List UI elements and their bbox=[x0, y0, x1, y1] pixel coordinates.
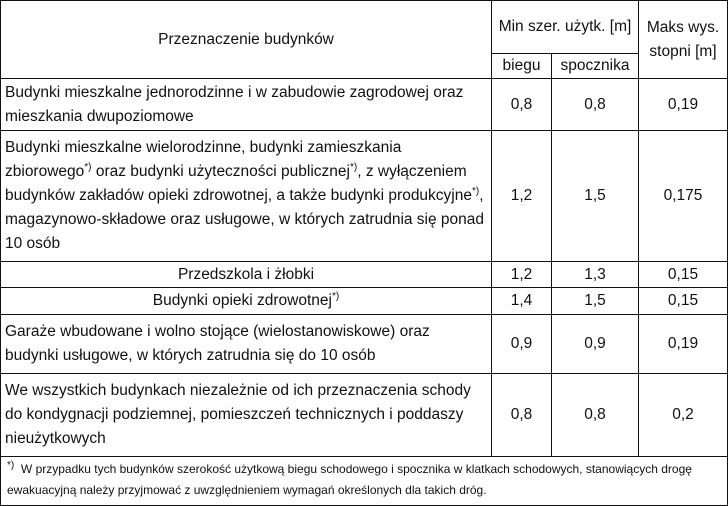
row-flight-width: 0,9 bbox=[492, 315, 552, 374]
footnote-ref: *) bbox=[472, 185, 480, 197]
table-row bbox=[1, 288, 728, 315]
row-step-height: 0,19 bbox=[639, 315, 728, 374]
row-purpose: Budynki mieszkalne jednorodzinne i w zabudowie zagrodowej oraz mieszkania dwupoziomowe bbox=[1, 79, 492, 131]
row-landing-width: 1,5 bbox=[552, 288, 639, 315]
row-step-height: 0,175 bbox=[639, 131, 728, 262]
row-step-height: 0,2 bbox=[639, 374, 728, 457]
row-landing-width: 1,3 bbox=[552, 262, 639, 288]
footnote-ref: *) bbox=[331, 290, 340, 302]
header-max-step-height: Maks wys. stopni [m] bbox=[639, 1, 728, 79]
row-flight-width: 1,4 bbox=[492, 288, 552, 315]
row-purpose: Przedszkola i żłobki bbox=[1, 262, 492, 288]
footnote bbox=[1, 457, 728, 506]
table-row bbox=[1, 315, 728, 374]
table-row bbox=[1, 262, 728, 288]
row-landing-width: 0,9 bbox=[552, 315, 639, 374]
row-purpose: Garaże wbudowane i wolno stojące (wielostanowiskowe) oraz budynki usługowe, w których zatrudnia się do 10 osób bbox=[1, 315, 492, 374]
header-flight: biegu bbox=[492, 54, 552, 79]
row-landing-width: 0,8 bbox=[552, 374, 639, 457]
row-flight-width: 1,2 bbox=[492, 262, 552, 288]
footnote-row bbox=[1, 457, 728, 506]
header-purpose: Przeznaczenie budynków bbox=[1, 1, 492, 79]
row-flight-width: 0,8 bbox=[492, 374, 552, 457]
row-step-height: 0,19 bbox=[639, 79, 728, 131]
table-row bbox=[1, 374, 728, 457]
row-purpose bbox=[1, 131, 492, 262]
header-landing: spocznika bbox=[552, 54, 639, 79]
row-purpose-part: , magazynowo-składowe oraz usługowe, w których zatrudnia się ponad 10 osób bbox=[5, 187, 485, 252]
row-step-height: 0,15 bbox=[639, 288, 728, 315]
row-purpose bbox=[1, 288, 492, 315]
row-purpose-part: Budynki opieki zdrowotnej bbox=[152, 292, 332, 309]
footnote-ref: *) bbox=[84, 161, 92, 173]
row-flight-width: 1,2 bbox=[492, 131, 552, 262]
row-landing-width: 0,8 bbox=[552, 79, 639, 131]
footnote-ref: *) bbox=[349, 161, 358, 173]
row-purpose-part: , z wyłączeniem budynków zakładów opieki zdrowotnej, a także budynki produkcyjne bbox=[5, 163, 472, 204]
row-purpose-part: Budynki mieszkalne wielorodzinne, budynki zamieszkania zbiorowego bbox=[5, 139, 402, 180]
row-landing-width: 1,5 bbox=[552, 131, 639, 262]
footnote-mark: *) bbox=[7, 460, 15, 471]
row-purpose: We wszystkich budynkach niezależnie od ich przeznaczenia schody do kondygnacji podziemnej, pomieszczeń technicznych i poddaszy nieużytkowych bbox=[1, 374, 492, 457]
header-min-width: Min szer. użytk. [m] bbox=[492, 1, 639, 54]
table-row bbox=[1, 79, 728, 131]
row-purpose-part: oraz budynki użyteczności publicznej bbox=[91, 163, 350, 180]
row-flight-width: 0,8 bbox=[492, 79, 552, 131]
table-row bbox=[1, 131, 728, 262]
row-step-height: 0,15 bbox=[639, 262, 728, 288]
footnote-text: W przypadku tych budynków szerokość użytkową biegu schodowego i spocznika w klatkach schodowych, stanowiących drogę ewakuacyjną należy przyjmować z uwzględnieniem wymagań określonych dla takich dróg. bbox=[7, 462, 692, 497]
